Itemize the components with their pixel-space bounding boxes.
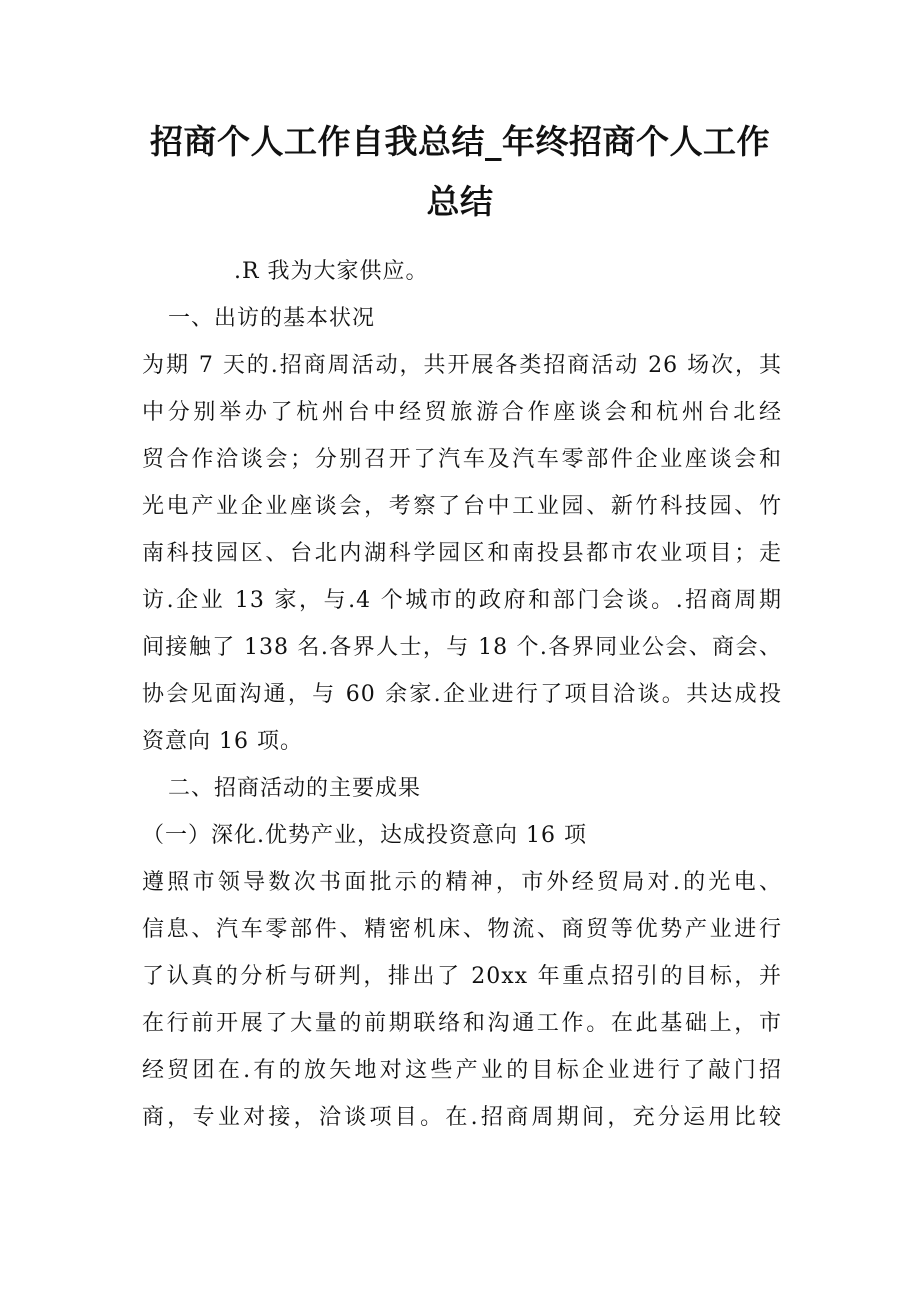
- section-heading-1: 一、出访的基本状况: [168, 306, 376, 331]
- section1-line-3: 贸合作洽谈会；分别召开了汽车及汽车零部件企业座谈会和: [142, 447, 782, 472]
- section1-line-7: 间接触了 138 名.各界人士，与 18 个.各界同业公会、商会、: [142, 635, 782, 660]
- section2-line-6: 商，专业对接，洽谈项目。在.招商周期间，充分运用比较: [142, 1105, 782, 1130]
- intro-paragraph: .R 我为大家供应。: [234, 259, 429, 284]
- section1-line-5: 南科技园区、台北内湖科学园区和南投县都市农业项目；走: [142, 541, 782, 566]
- title-line-2: 总结: [426, 182, 494, 221]
- document-body: [142, 248, 782, 1141]
- section2-line-2: 信息、汽车零部件、精密机床、物流、商贸等优势产业进行: [142, 917, 782, 942]
- section1-line-8: 协会见面沟通，与 60 余家.企业进行了项目洽谈。共达成投: [142, 682, 782, 707]
- section2-line-5: 经贸团在.有的放矢地对这些产业的目标企业进行了敲门招: [142, 1058, 782, 1083]
- section2-line-4: 在行前开展了大量的前期联络和沟通工作。在此基础上，市: [142, 1011, 782, 1036]
- section1-line-4: 光电产业企业座谈会，考察了台中工业园、新竹科技园、竹: [142, 494, 782, 519]
- title-line-1: 招商个人工作自我总结_年终招商个人工作: [150, 122, 770, 161]
- section1-line-9: 资意向 16 项。: [142, 729, 303, 754]
- section2-line-3: 了认真的分析与研判，排出了 20xx 年重点招引的目标，并: [142, 964, 782, 989]
- section2-line-1: 遵照市领导数次书面批示的精神，市外经贸局对.的光电、: [142, 870, 782, 895]
- document-title: [130, 112, 790, 232]
- section1-line-1: 为期 7 天的.招商周活动，共开展各类招商活动 26 场次，其: [142, 353, 782, 378]
- section-heading-2: 二、招商活动的主要成果: [168, 776, 422, 801]
- section1-line-6: 访.企业 13 家，与.4 个城市的政府和部门会谈。.招商周期: [142, 588, 782, 613]
- subsection-heading-1: （一）深化.优势产业，达成投资意向 16 项: [142, 823, 587, 848]
- section1-line-2: 中分别举办了杭州台中经贸旅游合作座谈会和杭州台北经: [142, 400, 782, 425]
